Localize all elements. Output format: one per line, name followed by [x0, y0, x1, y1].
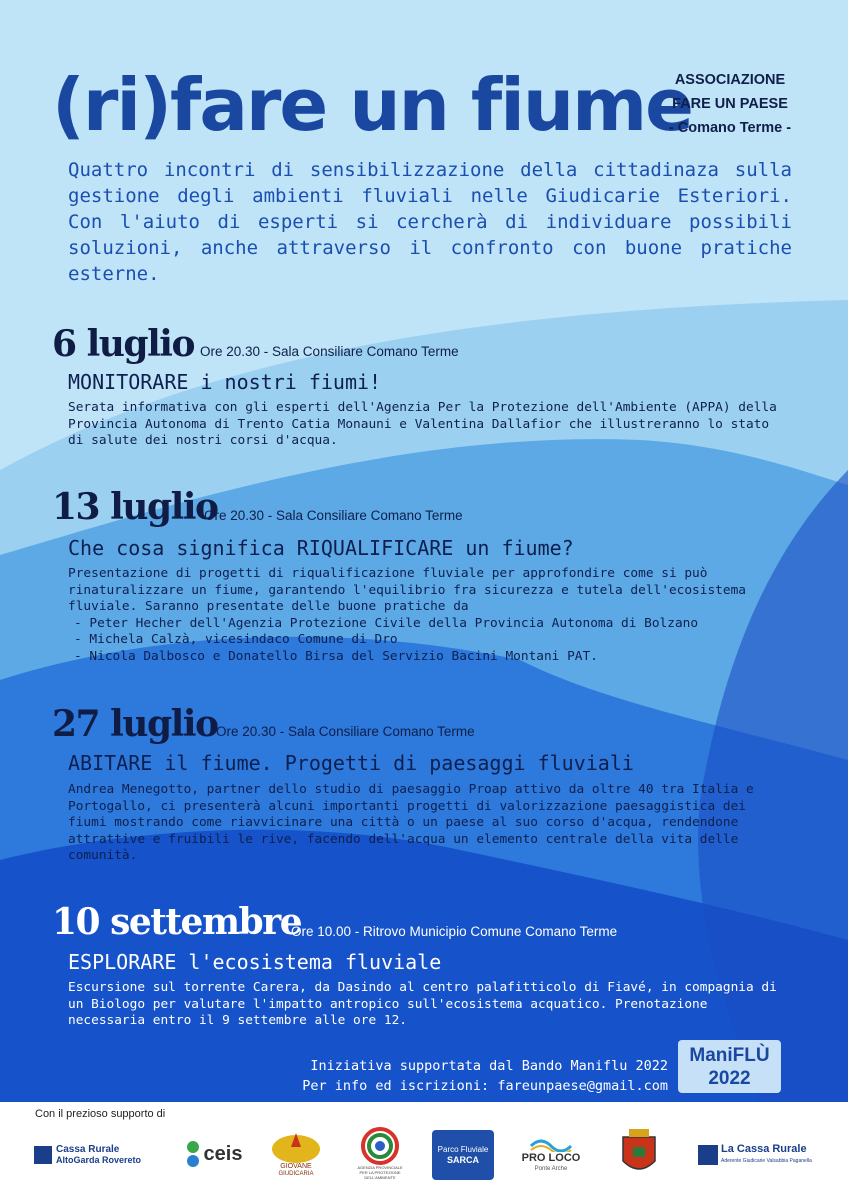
logo-square-icon — [34, 1146, 52, 1164]
logo-parco-fluviale-sarca — [432, 1130, 494, 1180]
logo-text-1: ceis — [203, 1142, 243, 1165]
event-3-date: 27 luglio — [52, 703, 218, 745]
logo-appa — [350, 1124, 410, 1182]
event-4-date: 10 settembre — [52, 901, 302, 943]
info-line: Per info ed iscrizioni: fareunpaese@gmail.com — [302, 1078, 668, 1094]
logo-text-1: AGENZIA PROVINCIALE — [357, 1164, 403, 1170]
logo-text-2: SARCA — [446, 1154, 479, 1165]
logo-text-1: Parco Fluviale — [437, 1144, 489, 1154]
waves-icon — [529, 1134, 573, 1152]
event-2-headline: Che cosa significa RIQUALIFICARE un fiume? — [68, 536, 574, 560]
speaker-item: - Michela Calzà, vicesindaco Comune di Dro — [74, 632, 788, 649]
event-2-date: 13 luglio — [52, 486, 218, 528]
association-line-1: ASSOCIAZIONE — [674, 72, 786, 88]
drop-icon — [184, 1139, 202, 1169]
logo-text-1: GIOVANE — [280, 1162, 312, 1170]
logo-text-1: PRO LOCO — [521, 1151, 581, 1164]
event-1-meta: Ore 20.30 - Sala Consiliare Comano Terme — [200, 344, 459, 359]
logo-ceis — [176, 1134, 250, 1174]
maniflu-badge — [678, 1040, 781, 1093]
event-3-body: Andrea Menegotto, partner dello studio di paesaggio Proap attivo da oltre 40 tra Italia e Portogallo, ci presenterà alcuni importanti progetti di valorizzazione paesaggistica dei fiumi mostrando come riavvicinare una città o un paese al suo corso d'acqua, rendendone attrattive e fruibili le rive, facendo dell'acqua un elemento centrale della vita delle comunità. — [68, 782, 754, 863]
logo-text-2: Ponte Arche — [534, 1165, 568, 1172]
event-1-body: Serata informativa con gli esperti dell'Agenzia Per la Protezione dell'Ambiente (APPA) della Provincia Autonoma di Trento Catia Monauni e Valentina Dallafior che illustreranno lo stato di salute dei nostri corsi d'acqua. — [68, 400, 777, 448]
association-block — [630, 68, 830, 140]
logo-square-icon — [698, 1145, 718, 1165]
logo-giovane-giudicaria — [268, 1128, 324, 1178]
logo-text-1: Cassa Rurale — [56, 1144, 120, 1155]
support-line: Iniziativa supportata dal Bando Maniflu 2022 — [310, 1058, 668, 1074]
association-line-3: - Comano Terme - — [668, 120, 792, 136]
logo-text-2: AltoGarda Rovereto — [56, 1155, 142, 1165]
badge-line-1: ManiFLÙ — [689, 1045, 770, 1066]
logo-comune-crest — [612, 1124, 666, 1184]
sponsor-caption: Con il prezioso supporto di — [35, 1108, 166, 1120]
event-2-body-block — [68, 566, 788, 665]
logo-text-1: La Cassa Rurale — [721, 1143, 807, 1155]
event-2-speakers — [68, 616, 788, 666]
event-2-meta: Ore 20.30 - Sala Consiliare Comano Terme — [204, 508, 463, 523]
speaker-item: - Nicola Dalbosco e Donatello Birsa del Servizio Bacini Montani PAT. — [74, 649, 788, 666]
page-title: (ri)fare un fiume — [52, 63, 693, 147]
speaker-item: - Peter Hecher dell'Agenzia Protezione Civile della Provincia Autonoma di Bolzano — [74, 616, 788, 633]
intro-text: Quattro incontri di sensibilizzazione della cittadinaza sulla gestione degli ambienti fluviali nelle Giudicarie Esteriori. Con l'aiuto di esperti si cercherà di individuare possibili soluzioni, anche attraverso il confronto con buone pratiche esterne. — [68, 159, 792, 285]
logo-text-2: Aderente Giudicarie Valsabbia Paganella — [721, 1158, 812, 1164]
event-1-headline: MONITORARE i nostri fiumi! — [68, 370, 382, 394]
event-4-body: Escursione sul torrente Carera, da Dasindo al centro palafitticolo di Fiavé, in compagnia di un Biologo per valutare l'impatto antropico sull'ecosistema acquatico. Prenotazione necessaria entro il 9 settembre alle ore 12. — [68, 980, 777, 1028]
event-4-headline: ESPLORARE l'ecosistema fluviale — [68, 950, 442, 974]
logo-text-2: GIUDICARIA — [278, 1170, 314, 1177]
event-3-meta: Ore 20.30 - Sala Consiliare Comano Terme — [216, 724, 475, 739]
footer-info — [260, 1056, 668, 1096]
leaf-icon — [271, 1129, 321, 1163]
badge-line-2: 2022 — [708, 1068, 751, 1089]
event-4-meta: Ore 10.00 - Ritrovo Municipio Comune Comano Terme — [291, 924, 618, 939]
logo-text-2: PER LA PROTEZIONE DELL'AMBIENTE — [359, 1169, 401, 1180]
logo-la-cassa-rurale — [698, 1138, 824, 1172]
event-2-body: Presentazione di progetti di riqualificazione fluviale per approfondire come si può rinaturalizzare un fiume, garantendo l'equilibrio fra sicurezza e tutela dell'ecosistema fluviale. Saranno presentate delle buone pratiche da — [68, 566, 746, 614]
logo-pro-loco — [514, 1128, 588, 1178]
event-3-headline: ABITARE il fiume. Progetti di paesaggi fluviali — [68, 751, 634, 775]
association-line-2: FARE UN PAESE — [672, 96, 788, 112]
event-1-date: 6 luglio — [52, 323, 194, 365]
logo-cassa-rurale-altogarda — [34, 1140, 162, 1170]
crest-icon — [617, 1127, 661, 1181]
spiral-icon — [361, 1127, 399, 1165]
